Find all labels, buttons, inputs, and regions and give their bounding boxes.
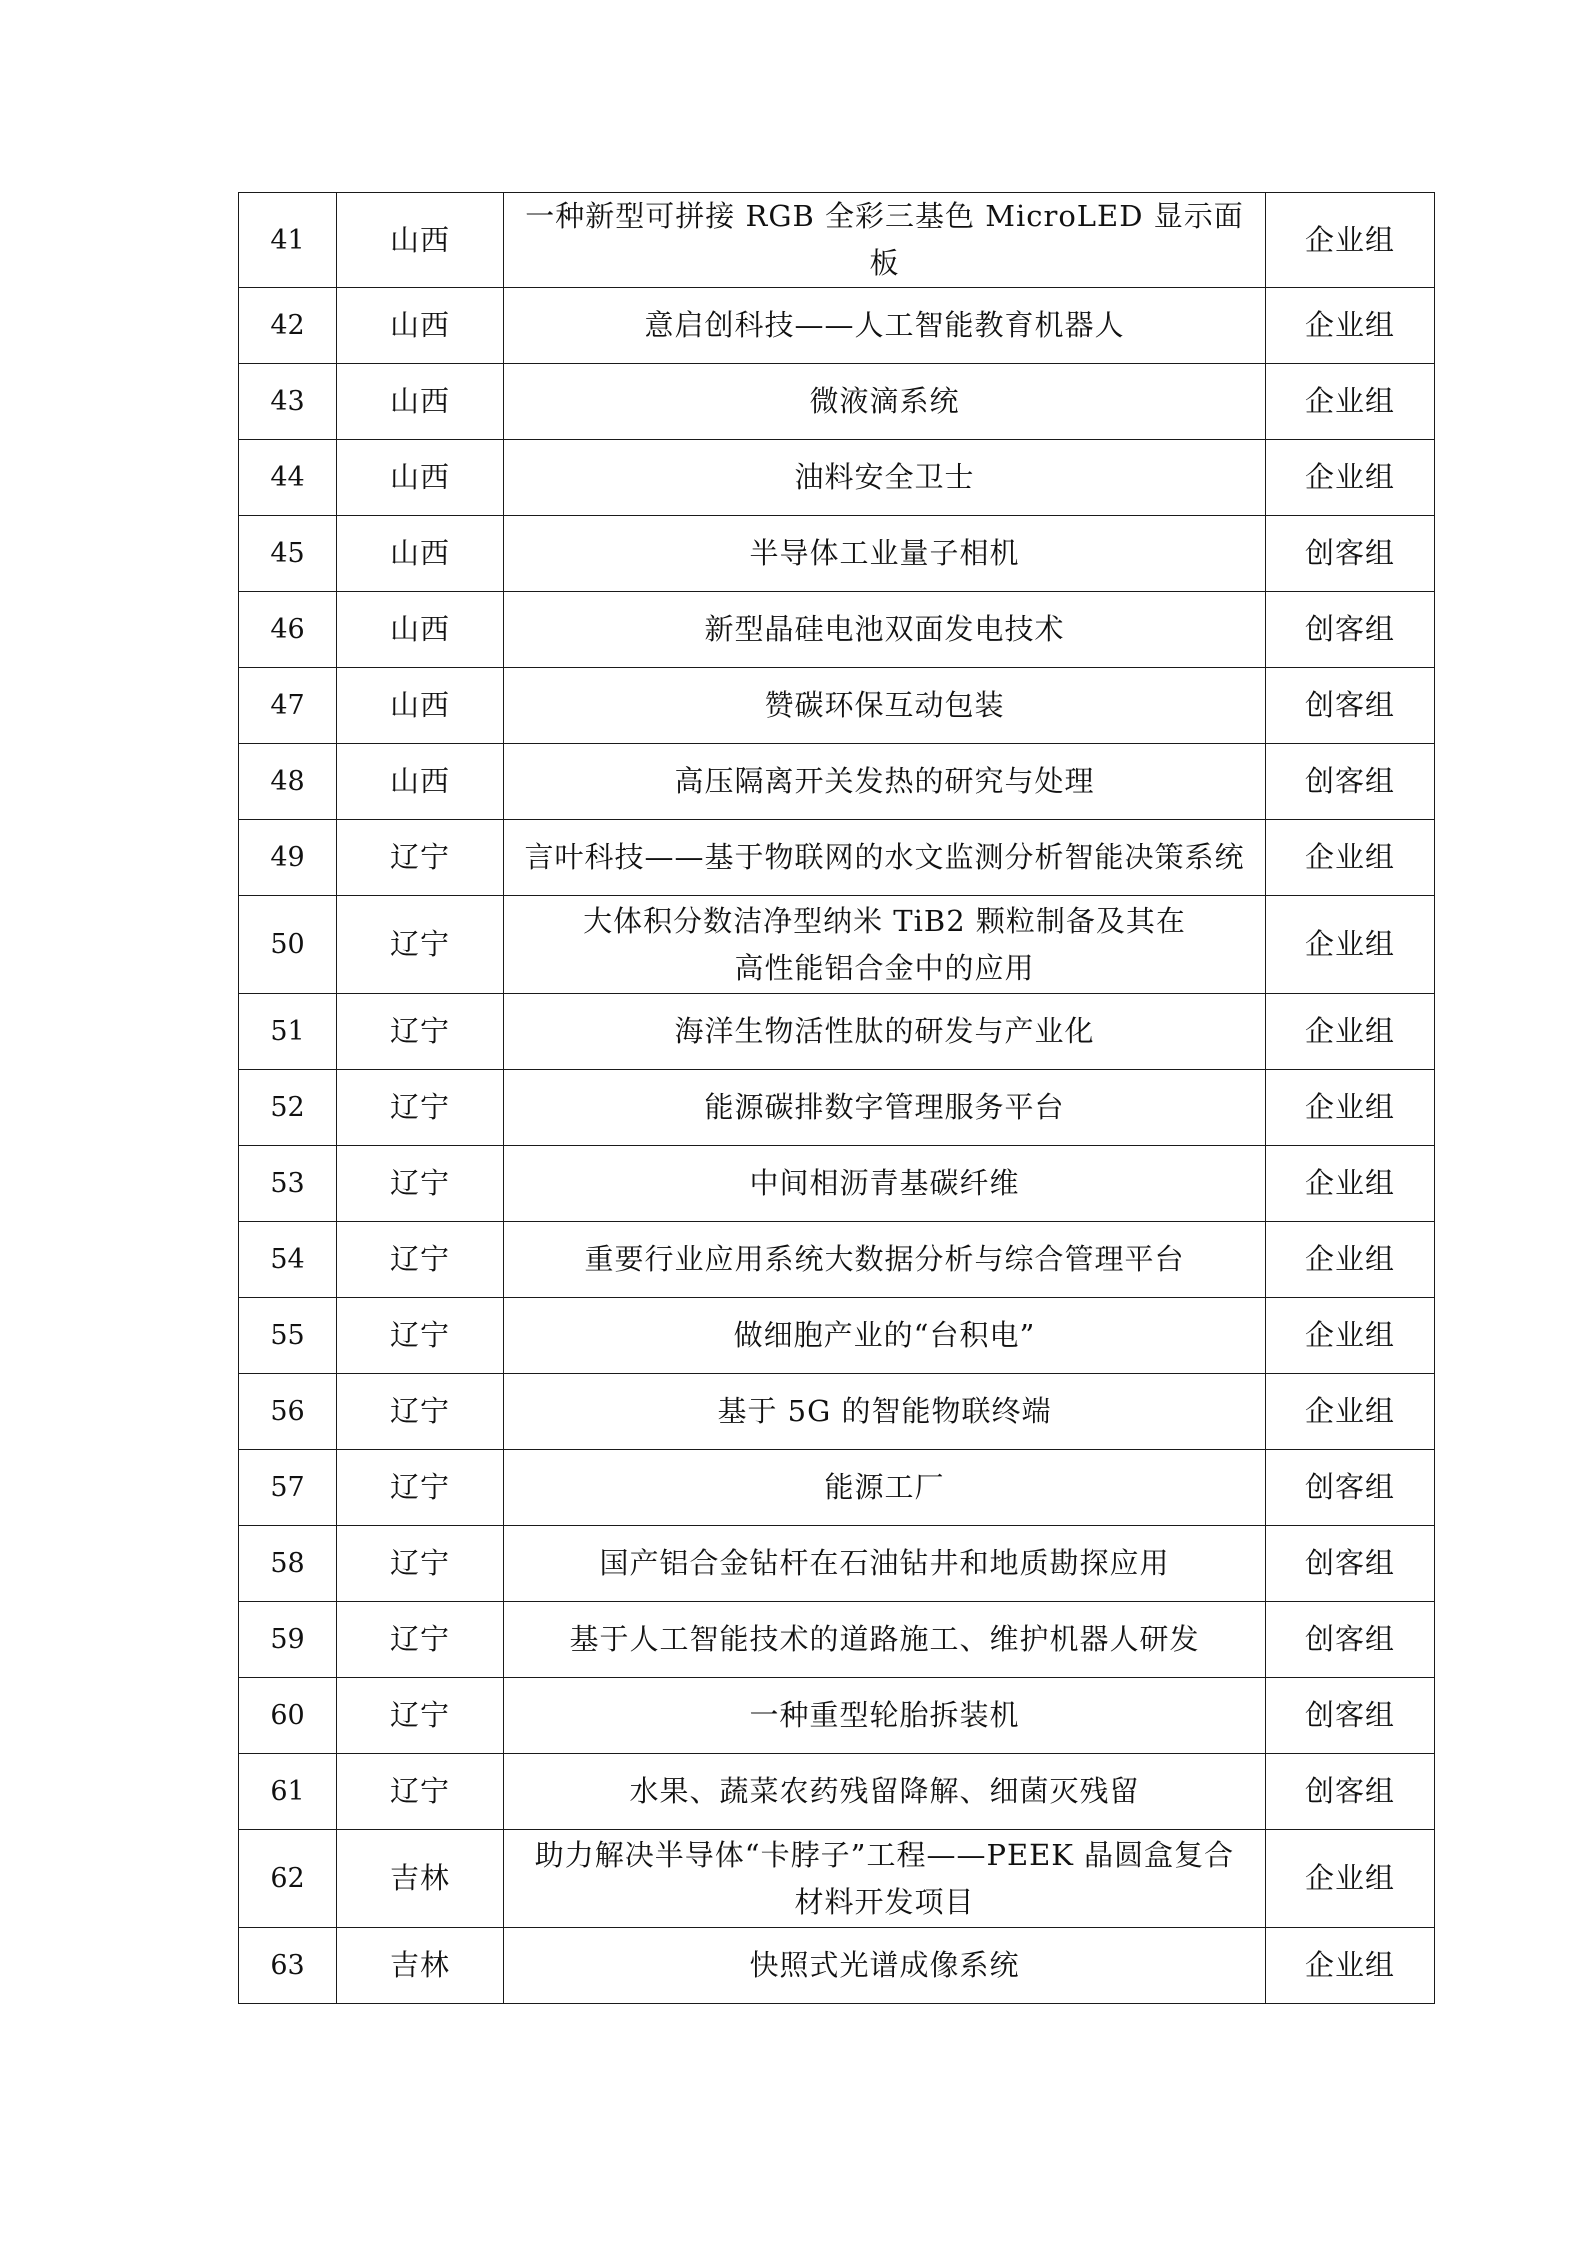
table-body xyxy=(239,193,1435,2004)
table-row xyxy=(239,1928,1435,2004)
province-cell: 山西 xyxy=(337,592,504,668)
province-cell: 辽宁 xyxy=(337,896,504,994)
row-number: 43 xyxy=(239,364,337,440)
project-name-line: 新型晶硅电池双面发电技术 xyxy=(704,612,1065,646)
project-name-cell xyxy=(504,668,1266,744)
group-cell: 企业组 xyxy=(1266,820,1435,896)
row-number: 51 xyxy=(239,994,337,1070)
project-name-line: 助力解决半导体“卡脖子”工程——PEEK 晶圆盒复合 xyxy=(534,1837,1235,1872)
project-name-cell xyxy=(504,1928,1266,2004)
province-cell: 山西 xyxy=(337,516,504,592)
row-number: 58 xyxy=(239,1526,337,1602)
row-number: 45 xyxy=(239,516,337,592)
group-cell: 创客组 xyxy=(1266,1526,1435,1602)
province-cell: 辽宁 xyxy=(337,1754,504,1830)
table-row xyxy=(239,994,1435,1070)
province-cell: 辽宁 xyxy=(337,1526,504,1602)
group-cell: 创客组 xyxy=(1266,1602,1435,1678)
group-cell: 企业组 xyxy=(1266,1298,1435,1374)
project-name-cell xyxy=(504,1602,1266,1678)
project-name-line: 海洋生物活性肽的研发与产业化 xyxy=(674,1014,1095,1048)
group-cell: 创客组 xyxy=(1266,1450,1435,1526)
table-row xyxy=(239,1526,1435,1602)
table-row xyxy=(239,1602,1435,1678)
project-name-line: 微液滴系统 xyxy=(809,384,960,418)
group-cell: 创客组 xyxy=(1266,668,1435,744)
table-row xyxy=(239,440,1435,516)
project-name-cell xyxy=(504,1374,1266,1450)
table-row xyxy=(239,820,1435,896)
province-cell: 吉林 xyxy=(337,1830,504,1928)
row-number: 52 xyxy=(239,1070,337,1146)
row-number: 48 xyxy=(239,744,337,820)
table-row xyxy=(239,1222,1435,1298)
group-cell: 企业组 xyxy=(1266,364,1435,440)
group-cell: 企业组 xyxy=(1266,1374,1435,1450)
project-name-cell xyxy=(504,820,1266,896)
project-name-cell xyxy=(504,516,1266,592)
project-name-cell xyxy=(504,1754,1266,1830)
table-row xyxy=(239,288,1435,364)
project-name-cell xyxy=(504,1450,1266,1526)
province-cell: 辽宁 xyxy=(337,1298,504,1374)
province-cell: 山西 xyxy=(337,744,504,820)
project-name-line: 油料安全卫士 xyxy=(794,460,975,494)
province-cell: 辽宁 xyxy=(337,1070,504,1146)
project-name-cell xyxy=(504,744,1266,820)
project-name-cell xyxy=(504,1526,1266,1602)
province-cell: 辽宁 xyxy=(337,1678,504,1754)
row-number: 41 xyxy=(239,193,337,288)
project-name-line: 重要行业应用系统大数据分析与综合管理平台 xyxy=(584,1242,1185,1276)
table-row xyxy=(239,592,1435,668)
group-cell: 企业组 xyxy=(1266,896,1435,994)
project-name-line: 能源工厂 xyxy=(824,1470,945,1504)
province-cell: 辽宁 xyxy=(337,994,504,1070)
row-number: 47 xyxy=(239,668,337,744)
project-name-line: 赞碳环保互动包装 xyxy=(764,688,1005,722)
project-name-cell xyxy=(504,1830,1266,1928)
table-row xyxy=(239,516,1435,592)
row-number: 56 xyxy=(239,1374,337,1450)
project-name-line: 一种重型轮胎拆装机 xyxy=(749,1698,1020,1732)
project-name-cell xyxy=(504,1222,1266,1298)
group-cell: 企业组 xyxy=(1266,1928,1435,2004)
group-cell: 创客组 xyxy=(1266,1678,1435,1754)
project-name-line: 大体积分数洁净型纳米 TiB2 颗粒制备及其在 xyxy=(583,903,1186,938)
row-number: 44 xyxy=(239,440,337,516)
project-name-cell xyxy=(504,288,1266,364)
project-name-cell xyxy=(504,1146,1266,1222)
row-number: 61 xyxy=(239,1754,337,1830)
table-row xyxy=(239,364,1435,440)
project-name-line: 做细胞产业的“台积电” xyxy=(733,1318,1036,1352)
province-cell: 山西 xyxy=(337,440,504,516)
table-row xyxy=(239,1754,1435,1830)
row-number: 62 xyxy=(239,1830,337,1928)
project-name-line: 意启创科技——人工智能教育机器人 xyxy=(644,308,1125,342)
table-row xyxy=(239,1070,1435,1146)
project-name-cell xyxy=(504,1678,1266,1754)
table-row xyxy=(239,1450,1435,1526)
row-number: 46 xyxy=(239,592,337,668)
project-name-line: 半导体工业量子相机 xyxy=(749,536,1020,570)
row-number: 49 xyxy=(239,820,337,896)
project-name-cell xyxy=(504,193,1266,288)
row-number: 59 xyxy=(239,1602,337,1678)
row-number: 50 xyxy=(239,896,337,994)
project-name-line: 国产铝合金钻杆在石油钻井和地质勘探应用 xyxy=(599,1546,1170,1580)
project-name-line: 高压隔离开关发热的研究与处理 xyxy=(674,764,1095,798)
project-name-line: 能源碳排数字管理服务平台 xyxy=(704,1090,1065,1124)
project-name-cell xyxy=(504,364,1266,440)
table-row xyxy=(239,193,1435,288)
province-cell: 辽宁 xyxy=(337,1374,504,1450)
group-cell: 创客组 xyxy=(1266,516,1435,592)
row-number: 53 xyxy=(239,1146,337,1222)
group-cell: 企业组 xyxy=(1266,193,1435,288)
project-name-cell xyxy=(504,1070,1266,1146)
project-name-cell xyxy=(504,440,1266,516)
project-name-line: 快照式光谱成像系统 xyxy=(749,1948,1020,1982)
table-row xyxy=(239,1146,1435,1222)
province-cell: 山西 xyxy=(337,668,504,744)
project-name-cell xyxy=(504,994,1266,1070)
group-cell: 企业组 xyxy=(1266,1222,1435,1298)
group-cell: 企业组 xyxy=(1266,1830,1435,1928)
project-name-line: 水果、蔬菜农药残留降解、细菌灭残留 xyxy=(629,1774,1140,1808)
row-number: 54 xyxy=(239,1222,337,1298)
group-cell: 企业组 xyxy=(1266,1070,1435,1146)
province-cell: 辽宁 xyxy=(337,820,504,896)
row-number: 55 xyxy=(239,1298,337,1374)
group-cell: 企业组 xyxy=(1266,288,1435,364)
table-row xyxy=(239,1830,1435,1928)
row-number: 60 xyxy=(239,1678,337,1754)
group-cell: 创客组 xyxy=(1266,744,1435,820)
project-name-line: 中间相沥青基碳纤维 xyxy=(749,1166,1020,1200)
group-cell: 企业组 xyxy=(1266,1146,1435,1222)
province-cell: 山西 xyxy=(337,193,504,288)
project-name-cell xyxy=(504,592,1266,668)
project-name-line: 基于人工智能技术的道路施工、维护机器人研发 xyxy=(569,1622,1200,1656)
project-name-line: 基于 5G 的智能物联终端 xyxy=(717,1394,1052,1428)
project-name-cell xyxy=(504,896,1266,994)
row-number: 57 xyxy=(239,1450,337,1526)
group-cell: 企业组 xyxy=(1266,440,1435,516)
province-cell: 辽宁 xyxy=(337,1222,504,1298)
table-row xyxy=(239,1374,1435,1450)
group-cell: 企业组 xyxy=(1266,994,1435,1070)
group-cell: 创客组 xyxy=(1266,1754,1435,1830)
table-row xyxy=(239,896,1435,994)
province-cell: 辽宁 xyxy=(337,1146,504,1222)
province-cell: 吉林 xyxy=(337,1928,504,2004)
table-row xyxy=(239,668,1435,744)
group-cell: 创客组 xyxy=(1266,592,1435,668)
project-name-cell xyxy=(504,1298,1266,1374)
table-row xyxy=(239,1678,1435,1754)
table-row xyxy=(239,744,1435,820)
project-list-table xyxy=(238,192,1435,2004)
province-cell: 山西 xyxy=(337,364,504,440)
row-number: 42 xyxy=(239,288,337,364)
province-cell: 辽宁 xyxy=(337,1602,504,1678)
table-row xyxy=(239,1298,1435,1374)
row-number: 63 xyxy=(239,1928,337,2004)
project-name-line: 一种新型可拼接 RGB 全彩三基色 MicroLED 显示面板 xyxy=(525,199,1244,280)
project-name-line: 材料开发项目 xyxy=(794,1884,975,1919)
project-name-line: 言叶科技——基于物联网的水文监测分析智能决策系统 xyxy=(524,840,1245,874)
project-name-line: 高性能铝合金中的应用 xyxy=(734,950,1035,985)
province-cell: 山西 xyxy=(337,288,504,364)
province-cell: 辽宁 xyxy=(337,1450,504,1526)
